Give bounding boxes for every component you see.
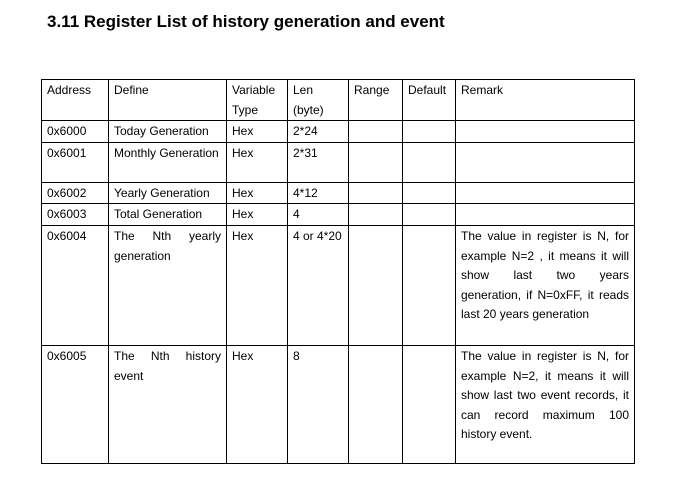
cell-range [349, 345, 403, 463]
cell-default [403, 204, 456, 226]
cell-address: 0x6002 [42, 182, 109, 204]
cell-address: 0x6005 [42, 345, 109, 463]
cell-len: 4 [288, 204, 349, 226]
header-default: Default [403, 80, 456, 121]
cell-default [403, 182, 456, 204]
table-row [42, 225, 635, 345]
table-row [42, 121, 635, 143]
cell-type: Hex [227, 142, 288, 182]
header-variable-type: Variable Type [227, 80, 288, 121]
cell-remark [456, 121, 635, 143]
header-remark: Remark [456, 80, 635, 121]
cell-remark: The value in register is N, for example N=2 , it means it will show last two years generation, if N=0xFF, it reads last 20 years generation [456, 225, 635, 345]
cell-default [403, 121, 456, 143]
cell-len: 4*12 [288, 182, 349, 204]
cell-define: The Nth history event [109, 345, 227, 463]
table-row [42, 182, 635, 204]
cell-define: Monthly Generation [109, 142, 227, 182]
register-table [41, 79, 635, 464]
cell-type: Hex [227, 204, 288, 226]
cell-remark [456, 204, 635, 226]
table-row [42, 345, 635, 463]
cell-type: Hex [227, 345, 288, 463]
cell-range [349, 121, 403, 143]
table-header-row [42, 80, 635, 121]
header-range: Range [349, 80, 403, 121]
cell-address: 0x6004 [42, 225, 109, 345]
table-row [42, 204, 635, 226]
cell-len: 8 [288, 345, 349, 463]
cell-default [403, 225, 456, 345]
page-title: 3.11 Register List of history generation and event [47, 12, 445, 31]
cell-type: Hex [227, 182, 288, 204]
cell-type: Hex [227, 225, 288, 345]
cell-range [349, 204, 403, 226]
cell-address: 0x6003 [42, 204, 109, 226]
cell-define: Total Generation [109, 204, 227, 226]
header-address: Address [42, 80, 109, 121]
cell-default [403, 142, 456, 182]
cell-define: The Nth yearly generation [109, 225, 227, 345]
cell-range [349, 142, 403, 182]
header-len: Len (byte) [288, 80, 349, 121]
cell-range [349, 182, 403, 204]
cell-len: 2*24 [288, 121, 349, 143]
cell-default [403, 345, 456, 463]
header-define: Define [109, 80, 227, 121]
cell-define: Today Generation [109, 121, 227, 143]
cell-type: Hex [227, 121, 288, 143]
cell-address: 0x6000 [42, 121, 109, 143]
cell-remark [456, 142, 635, 182]
cell-address: 0x6001 [42, 142, 109, 182]
cell-len: 4 or 4*20 [288, 225, 349, 345]
cell-remark [456, 182, 635, 204]
cell-remark: The value in register is N, for example N=2, it means it will show last two event records, it can record maximum 100 history event. [456, 345, 635, 463]
cell-len: 2*31 [288, 142, 349, 182]
table-row [42, 142, 635, 182]
cell-define: Yearly Generation [109, 182, 227, 204]
cell-range [349, 225, 403, 345]
